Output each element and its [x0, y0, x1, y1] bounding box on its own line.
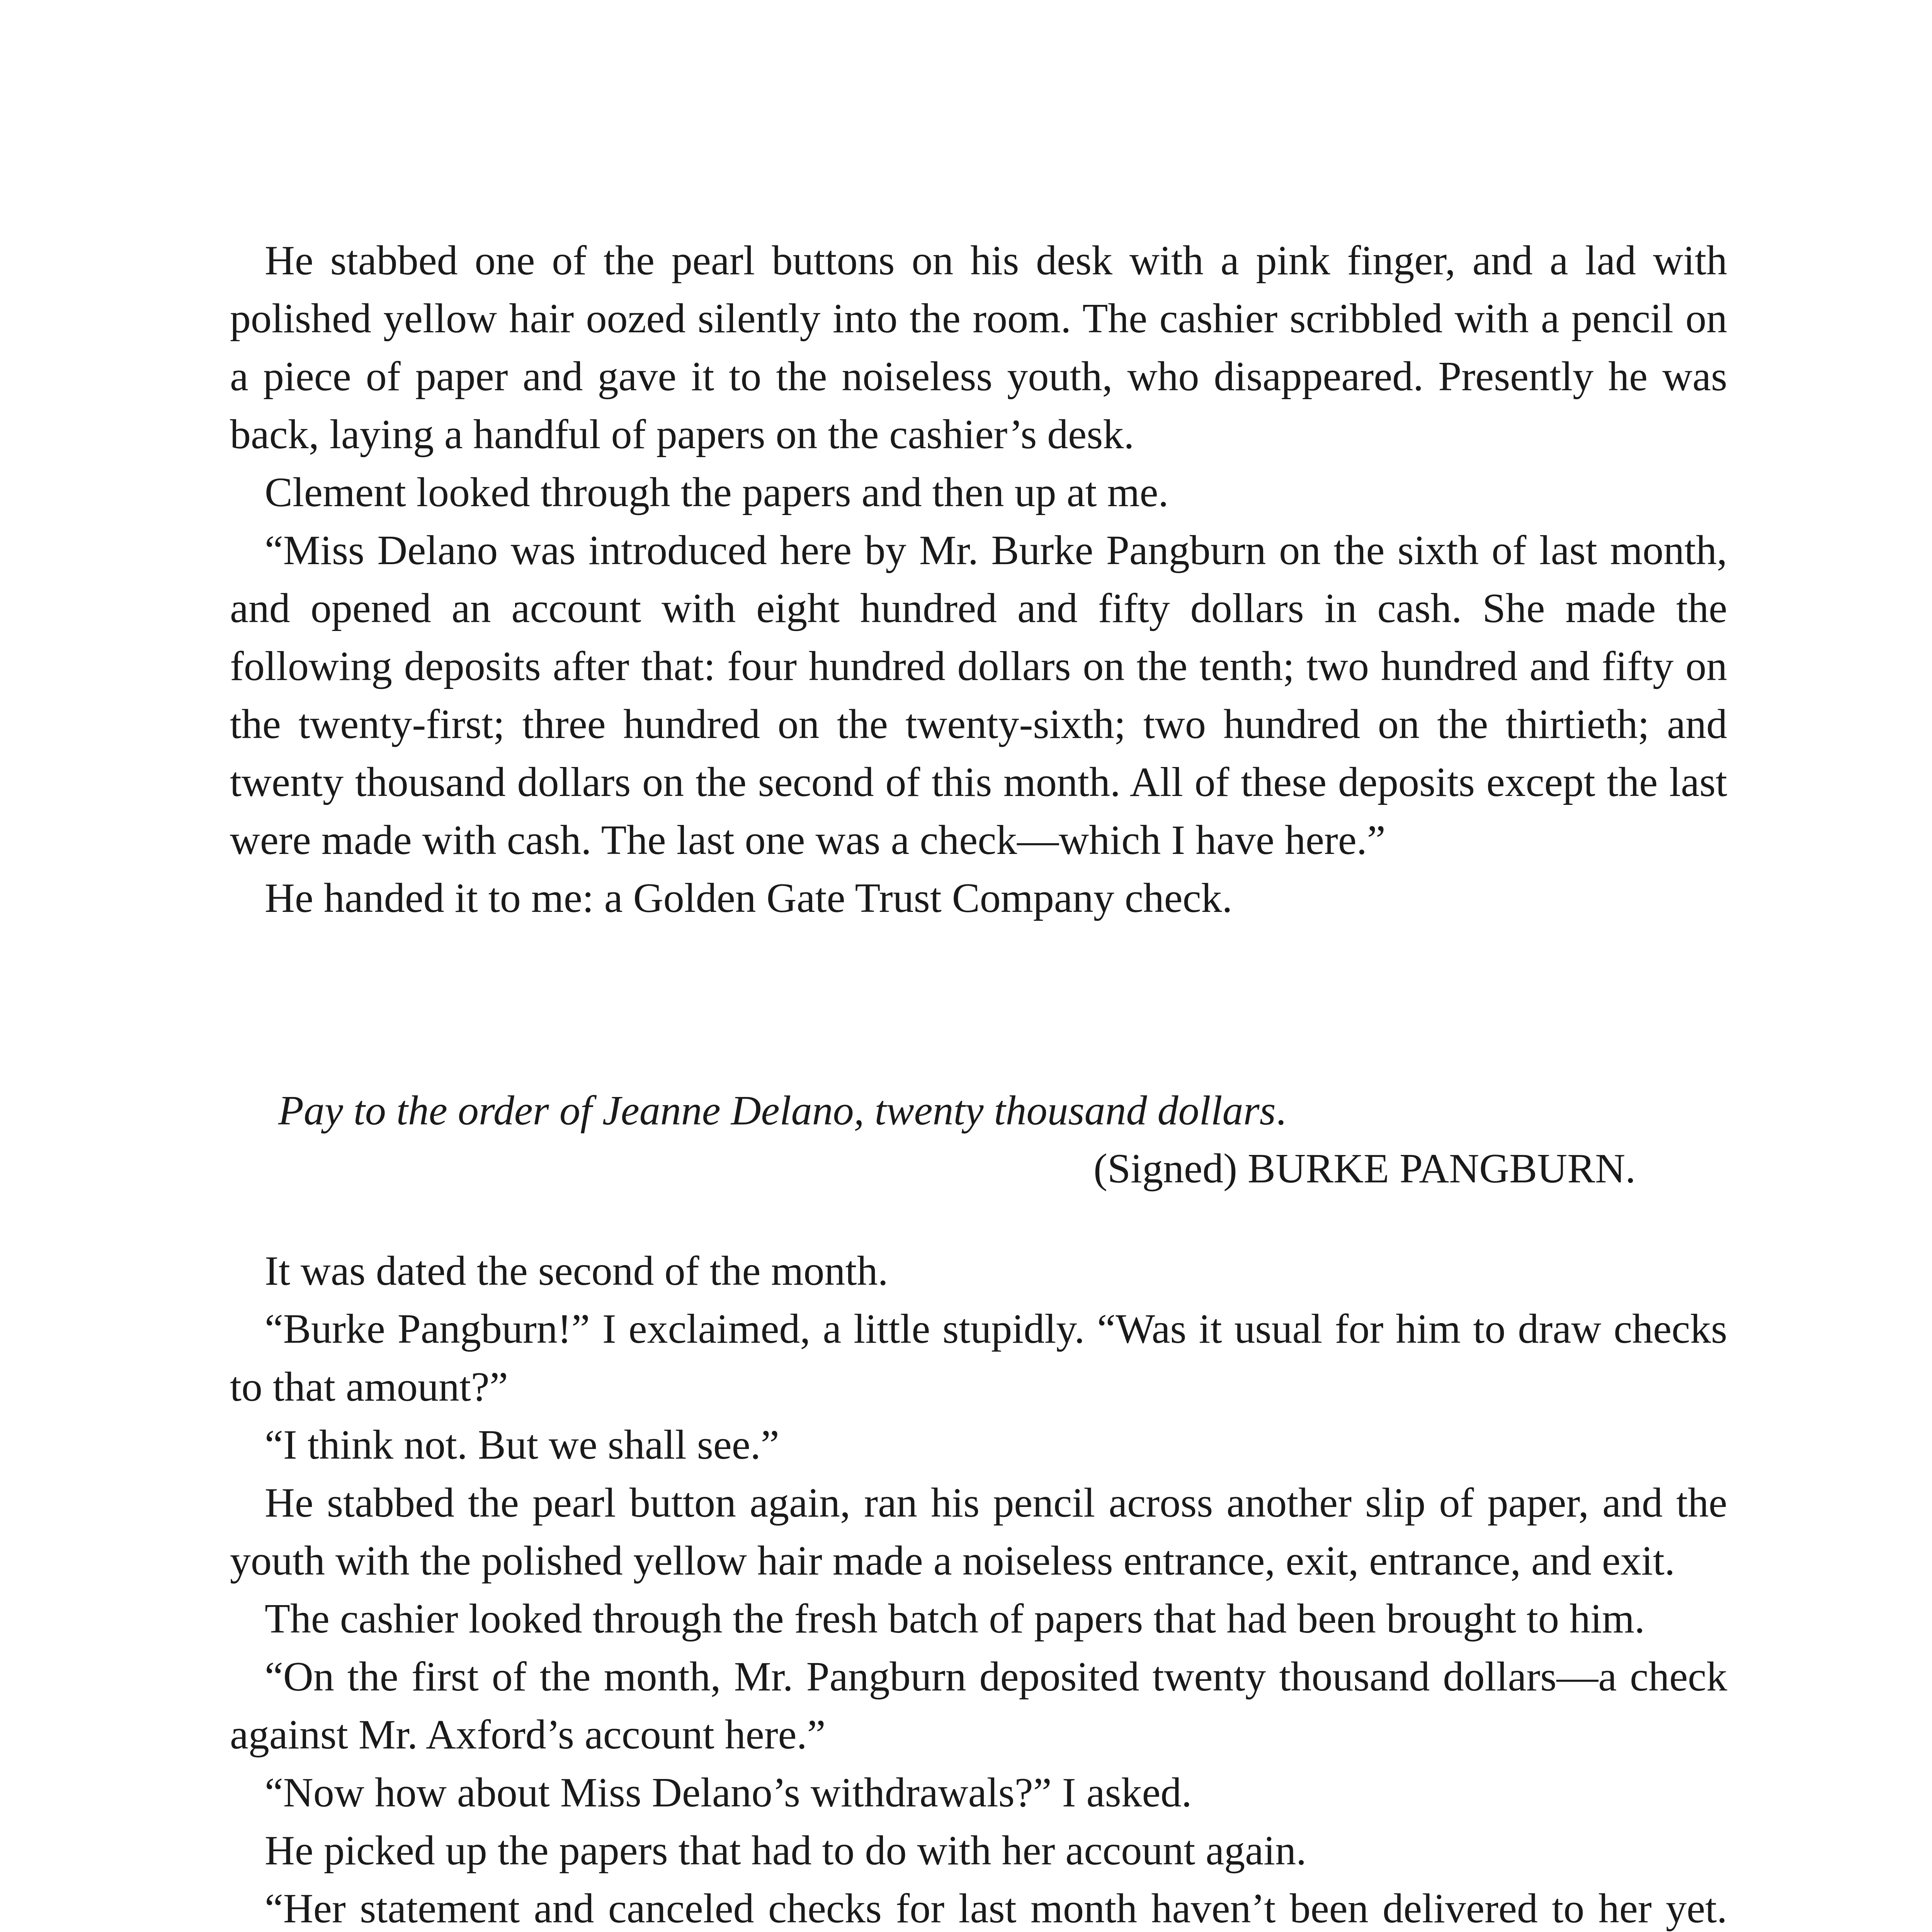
check-pay-line [230, 1082, 1727, 1140]
paragraph: “Now how about Miss Delano’s withdrawals?” I asked. [265, 1770, 1192, 1816]
paragraph: “On the first of the month, Mr. Pangburn deposited twenty thousand dollars—a check against Mr. Axford’s account here.” [230, 1654, 1727, 1758]
paragraph: “Miss Delano was introduced here by Mr. Burke Pangburn on the sixth of last month, and opened an account with eight hundred and fifty dollars in cash. She made the following deposits after that: four hundred dollars on the tenth; two hundred and fifty on the twenty-first; three hundred on the twenty-sixth; two hundred on the thirtieth; and twenty thousand dollars on the second of this month. All of these deposits except the last were made with cash. The last one was a check—which I have here.” [230, 527, 1727, 863]
paragraph: He stabbed the pearl button again, ran his pencil across another slip of paper, and the youth with the polished yellow hair made a noiseless entrance, exit, entrance, and exit. [230, 1480, 1727, 1584]
paragraph: He picked up the papers that had to do with her account again. [265, 1828, 1307, 1874]
paragraph: “I think not. But we shall see.” [265, 1422, 779, 1468]
paragraph: He stabbed one of the pearl buttons on his desk with a pink finger, and a lad with polished yellow hair oozed silently into the room. The cashier scribbled with a pencil on a piece of paper and gave it to the noiseless youth, who disappeared. Presently he was back, laying a handful of papers on the cashier’s desk. [230, 238, 1727, 457]
paragraph: “Burke Pangburn!” I exclaimed, a little stupidly. “Was it usual for him to draw checks to that amount?” [230, 1306, 1727, 1410]
paragraph: “Her statement and canceled checks for last month haven’t been delivered to her yet. [265, 1886, 1727, 1932]
check-quote [230, 1082, 1727, 1198]
check-pay-text: Pay to the order of Jeanne Delano, twenty thousand dollars [278, 1088, 1276, 1134]
body-text-bottom [230, 1242, 1727, 1932]
check-pay-period: . [1276, 1088, 1286, 1134]
paragraph: He handed it to me: a Golden Gate Trust Company check. [265, 875, 1233, 921]
paragraph: The cashier looked through the fresh batch of papers that had been brought to him. [265, 1596, 1645, 1642]
paragraph: It was dated the second of the month. [265, 1248, 888, 1294]
paragraph: Clement looked through the papers and then up at me. [265, 469, 1169, 515]
check-signature: (Signed) BURKE PANGBURN. [1094, 1146, 1636, 1192]
body-text-top [230, 232, 1727, 927]
